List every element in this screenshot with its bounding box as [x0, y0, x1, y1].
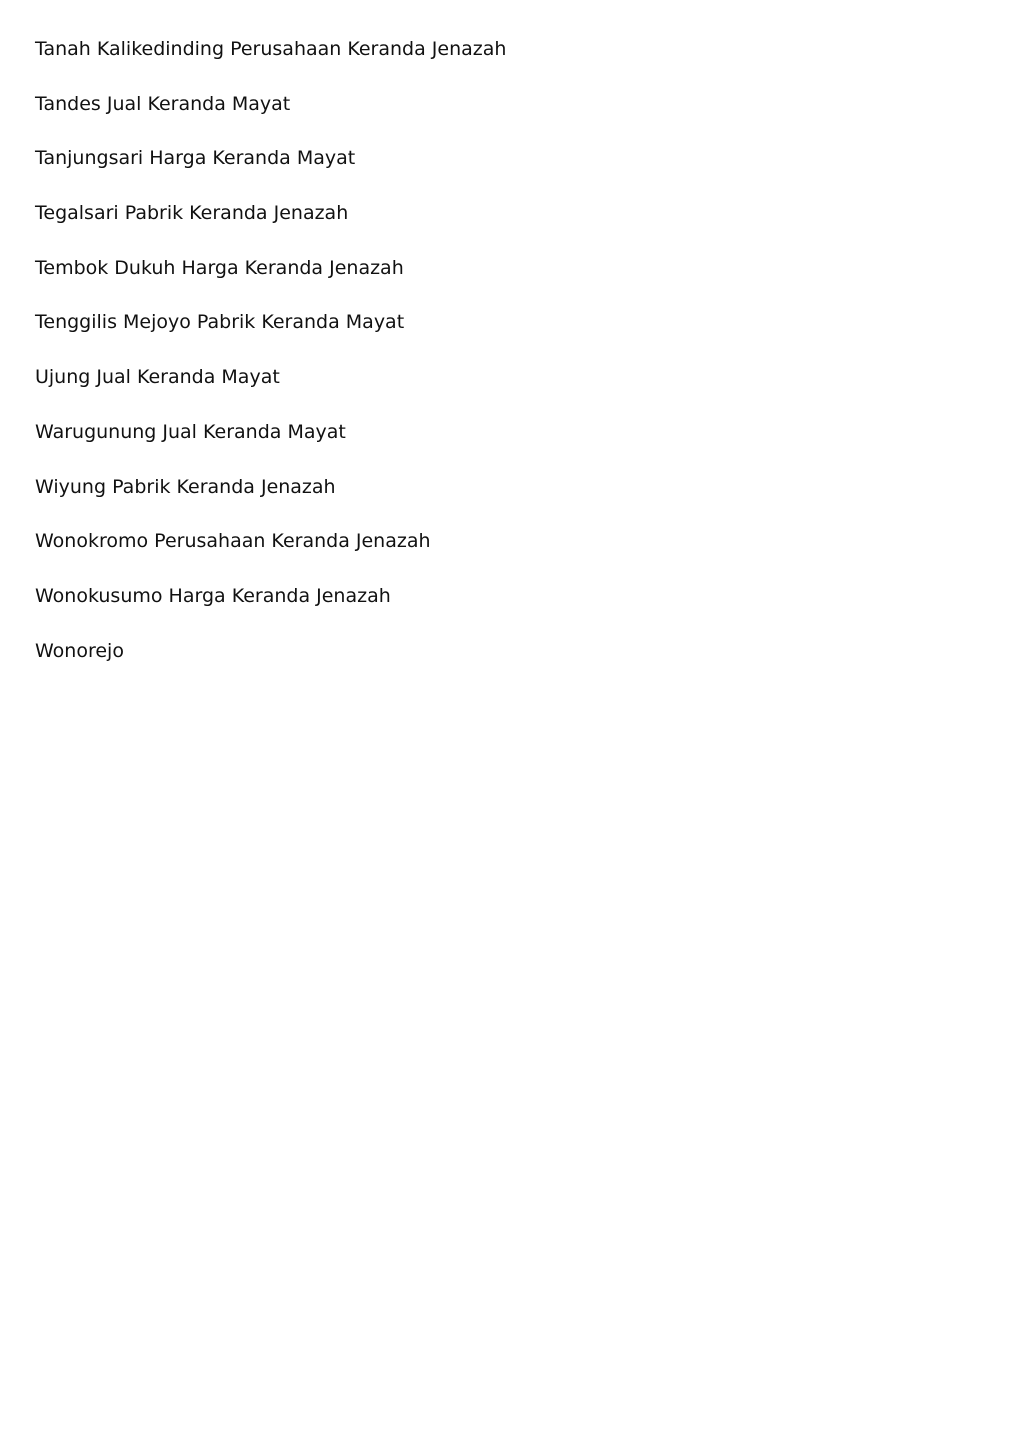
list-item: Tanjungsari Harga Keranda Mayat [35, 147, 356, 170]
list-item: Warugunung Jual Keranda Mayat [35, 420, 346, 443]
list-item: Wonokusumo Harga Keranda Jenazah [35, 584, 391, 607]
list-item: Wonokromo Perusahaan Keranda Jenazah [35, 530, 431, 553]
list-item: Wonorejo [35, 639, 124, 662]
list-item: Tenggilis Mejoyo Pabrik Keranda Mayat [35, 311, 405, 334]
list-item: Tanah Kalikedinding Perusahaan Keranda Jenazah [35, 38, 507, 60]
list-item: Tandes Jual Keranda Mayat [35, 92, 291, 115]
list-item: Tembok Dukuh Harga Keranda Jenazah [35, 256, 404, 279]
list-item: Ujung Jual Keranda Mayat [35, 366, 280, 389]
entry-list [35, 36, 506, 692]
list-item: Tegalsari Pabrik Keranda Jenazah [35, 202, 349, 225]
list-item: Wiyung Pabrik Keranda Jenazah [35, 475, 336, 498]
